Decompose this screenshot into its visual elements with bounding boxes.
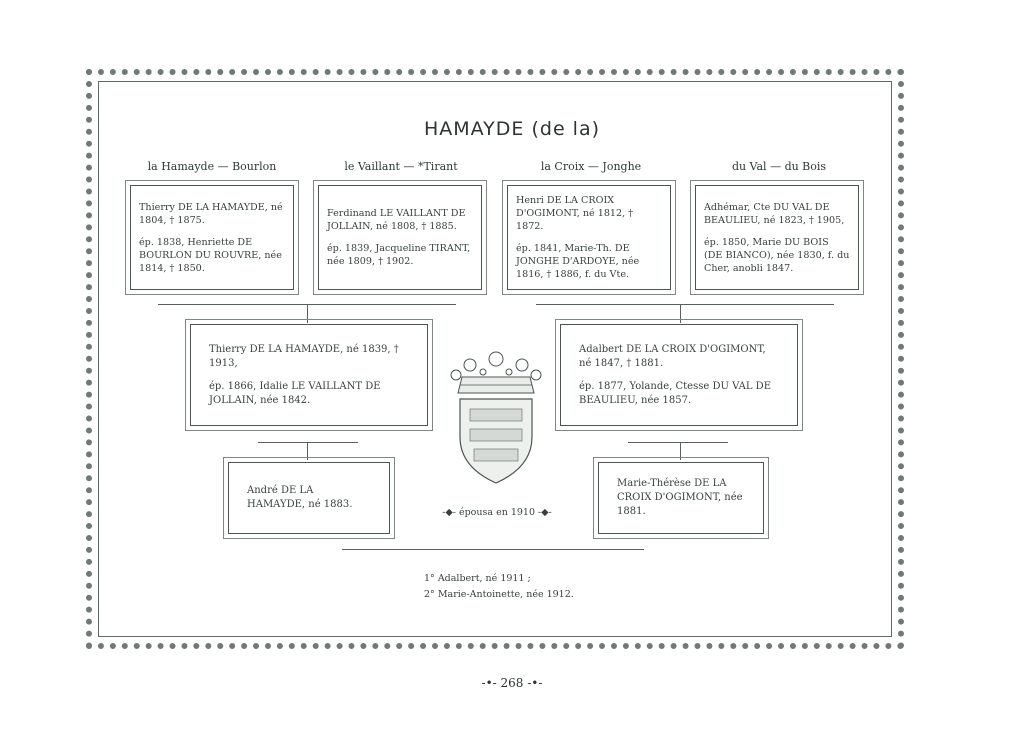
box-adalbert-yolande (560, 324, 798, 426)
box-vaillant-tirant (318, 185, 482, 290)
coat-of-arms-icon (446, 345, 546, 490)
box-marie-therese (598, 462, 764, 534)
header-val-bois: du Val — du Bois (731, 160, 827, 173)
box-andre (228, 462, 390, 534)
divider-line (342, 549, 644, 550)
header-vaillant-tirant: le Vaillant — *Tirant (344, 160, 458, 173)
box-spouse: ép. 1877, Yolande, Ctesse DU VAL DE BEAULIEU, née 1857. (579, 380, 771, 406)
box-person: Henri DE LA CROIX D'OGIMONT, né 1812, † 1872. (516, 195, 634, 232)
box-person: Ferdinand LE VAILLANT DE JOLLAIN, né 1808, † 1885. (327, 208, 466, 232)
connector-line (590, 304, 780, 305)
connector-line (307, 305, 308, 323)
page-number: -•- 268 -•- (481, 676, 543, 690)
box-person: Thierry DE LA HAMAYDE, né 1839, † 1913, (209, 343, 399, 369)
box-person: André DE LA HAMAYDE, né 1883. (247, 485, 353, 510)
box-person: Adalbert DE LA CROIX D'OGIMONT, né 1847, † 1881. (579, 343, 766, 369)
child-item: 2° Marie-Antoinette, née 1912. (424, 589, 574, 600)
box-spouse: ép. 1838, Henriette DE BOURLON DU ROUVRE, née 1814, † 1850. (139, 236, 282, 274)
header-hamayde-bourlon: la Hamayde — Bourlon (147, 160, 277, 173)
header-croix-jonghe: la Croix — Jonghe (540, 160, 642, 173)
box-person: Marie-Thérèse DE LA CROIX D'OGIMONT, née 1881. (617, 478, 743, 517)
box-person: Thierry DE LA HAMAYDE, né 1804, † 1875. (139, 201, 283, 226)
child-item: 1° Adalbert, né 1911 ; (424, 573, 531, 584)
box-spouse: ép. 1866, Idalie LE VAILLANT DE JOLLAIN, née 1842. (209, 380, 381, 406)
box-spouse: ép. 1839, Jacqueline TIRANT, née 1809, † 1902. (327, 243, 471, 267)
box-val-bois (695, 185, 859, 290)
page-title: HAMAYDE (de la) (423, 118, 601, 140)
connector-line (628, 442, 728, 443)
marriage-note: -◆- épousa en 1910 -◆- (442, 507, 552, 518)
children-list (424, 571, 574, 603)
box-hamayde-bourlon (130, 185, 294, 290)
connector-line (258, 442, 358, 443)
box-spouse: ép. 1850, Marie DU BOIS (DE BIANCO), née 1830, f. du Cher, anobli 1847. (704, 236, 850, 274)
box-spouse: ép. 1841, Marie-Th. DE JONGHE D'ARDOYE, née 1816, † 1886, f. du Vte. (516, 243, 640, 280)
box-croix-jonghe (507, 185, 671, 290)
connector-line (307, 443, 308, 460)
box-person: Adhémar, Cte DU VAL DE BEAULIEU, né 1823, † 1905, (704, 201, 845, 226)
box-thierry-idalie (190, 324, 428, 426)
connector-line (680, 305, 681, 323)
connector-line (680, 443, 681, 460)
